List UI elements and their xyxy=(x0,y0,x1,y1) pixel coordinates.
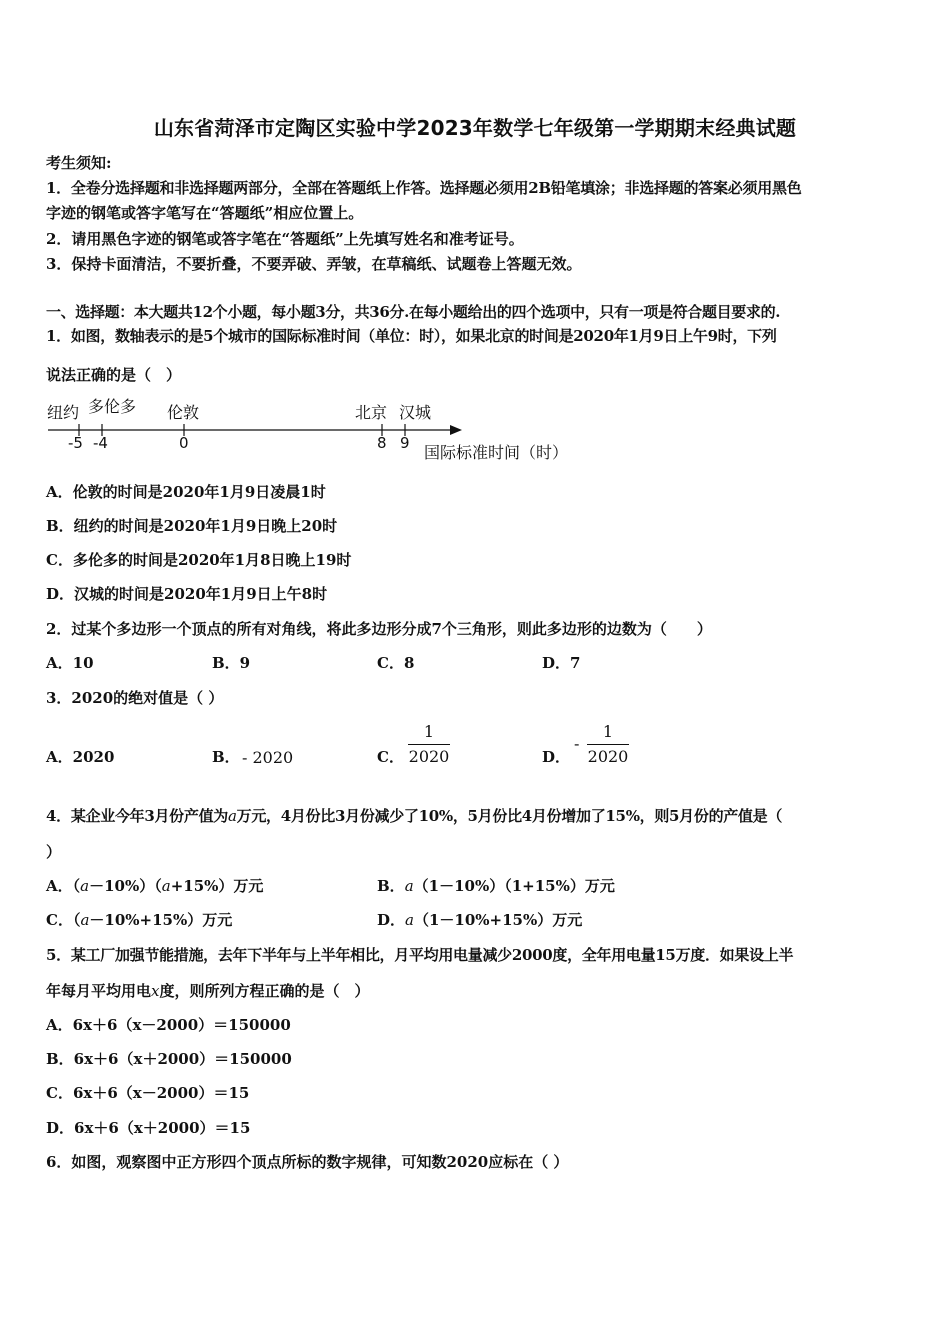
q1-stem: 1．如图，数轴表示的是5个城市的国际标准时间（单位：时），如果北京的时间是2020年1月9日上午9时，下列 xyxy=(46,327,777,345)
q5-option-b: B．6x＋6（x＋2000）＝150000 xyxy=(46,1050,292,1068)
q1-stem-cont: 说法正确的是（ ） xyxy=(46,366,182,384)
q3-option-d-fraction xyxy=(587,722,629,767)
q4-option-d: D．a（1－10%+15%）万元 xyxy=(377,911,583,929)
q3-option-d-label: D． xyxy=(542,748,571,766)
q2-option-d: D．7 xyxy=(542,654,581,672)
q1-number-line-figure xyxy=(40,392,600,467)
q4-stem-cont: ） xyxy=(46,843,62,861)
tick-8: 8 xyxy=(377,434,387,452)
q1-option-c: C．多伦多的时间是2020年1月8日晚上19时 xyxy=(46,551,352,569)
notice-item-1: 1．全卷分选择题和非选择题两部分，全部在答题纸上作答。选择题必须用2B铅笔填涂；非选择题的答案必须用黑色 xyxy=(46,179,802,197)
section-heading: 一、选择题：本大题共12个小题，每小题3分，共36分.在每小题给出的四个选项中，只有一项是符合题目要求的. xyxy=(46,303,781,321)
q5-var-x: x xyxy=(151,982,160,1000)
q3-option-b-label: B． xyxy=(212,748,240,766)
axis-title: 国际标准时间（时） xyxy=(424,443,569,462)
city-seoul: 汉城 xyxy=(399,403,432,422)
q3-option-b-value: - 2020 xyxy=(242,748,294,767)
q6-stem: 6．如图，观察图中正方形四个顶点所标的数字规律，可知数2020应标在（ ） xyxy=(46,1153,569,1171)
q1-option-a: A．伦敦的时间是2020年1月9日凌晨1时 xyxy=(46,483,326,501)
notice-item-2: 2．请用黑色字迹的钢笔或答字笔在“答题纸”上先填写姓名和准考证号。 xyxy=(46,230,524,248)
q5-stem-cont: 年每月平均用电x度，则所列方程正确的是（ ） xyxy=(46,982,370,1000)
q3-stem: 3．2020的绝对值是（ ） xyxy=(46,689,224,707)
notice-item-3: 3．保持卡面清洁，不要折叠，不要弄破、弄皱，在草稿纸、试题卷上答题无效。 xyxy=(46,255,582,273)
q4-option-a: A．（a－10%）（a+15%）万元 xyxy=(46,877,264,895)
q3-c-numerator: 1 xyxy=(423,722,435,741)
q3-option-a: A．2020 xyxy=(46,748,115,766)
q4-var-a: a xyxy=(227,807,237,825)
q2-option-b: B．9 xyxy=(212,654,251,672)
city-toronto: 多伦多 xyxy=(88,397,137,416)
tick-minus5: -5 xyxy=(68,434,83,452)
q5-option-d: D．6x＋6（x＋2000）＝15 xyxy=(46,1119,251,1137)
notice-heading: 考生须知: xyxy=(46,154,112,172)
q2-stem: 2．过某个多边形一个顶点的所有对角线，将此多边形分成7个三角形，则此多边形的边数为（ ） xyxy=(46,620,712,638)
q3-d-numerator: 1 xyxy=(602,722,614,741)
q3-option-d-sign: - xyxy=(574,734,580,753)
q5-option-a: A．6x＋6（x－2000）＝150000 xyxy=(46,1016,291,1034)
q3-d-denominator: 2020 xyxy=(587,747,629,766)
tick-minus4: -4 xyxy=(93,434,108,452)
q2-option-a: A．10 xyxy=(46,654,94,672)
q3-c-denominator: 2020 xyxy=(408,747,450,766)
city-london: 伦敦 xyxy=(167,403,200,422)
q2-option-c: C．8 xyxy=(377,654,415,672)
q3-option-c-fraction xyxy=(408,722,450,767)
q3-option-c-label: C． xyxy=(377,748,404,766)
q5-option-c: C．6x＋6（x－2000）＝15 xyxy=(46,1084,250,1102)
tick-9: 9 xyxy=(400,434,410,452)
city-beijing: 北京 xyxy=(355,403,388,422)
q4-stem: 4．某企业今年3月份产值为a万元，4月份比3月份减少了10%，5月份比4月份增加了15%，则5月份的产值是（ xyxy=(46,807,783,825)
q4-option-b: B．a（1－10%）（1+15%）万元 xyxy=(377,877,615,895)
q4-option-c: C．（a－10%+15%）万元 xyxy=(46,911,233,929)
page-title: 山东省菏泽市定陶区实验中学2023年数学七年级第一学期期末经典试题 xyxy=(153,116,797,140)
q1-option-d: D．汉城的时间是2020年1月9日上午8时 xyxy=(46,585,328,603)
q5-stem: 5．某工厂加强节能措施，去年下半年与上半年相比，月平均用电量减少2000度，全年用电量15万度．如果设上半 xyxy=(46,946,794,964)
tick-0: 0 xyxy=(179,434,189,452)
city-newyork: 纽约 xyxy=(47,403,80,422)
q1-option-b: B．纽约的时间是2020年1月9日晚上20时 xyxy=(46,517,338,535)
notice-item-1-cont: 字迹的钢笔或答字笔写在“答题纸”相应位置上。 xyxy=(46,204,364,222)
